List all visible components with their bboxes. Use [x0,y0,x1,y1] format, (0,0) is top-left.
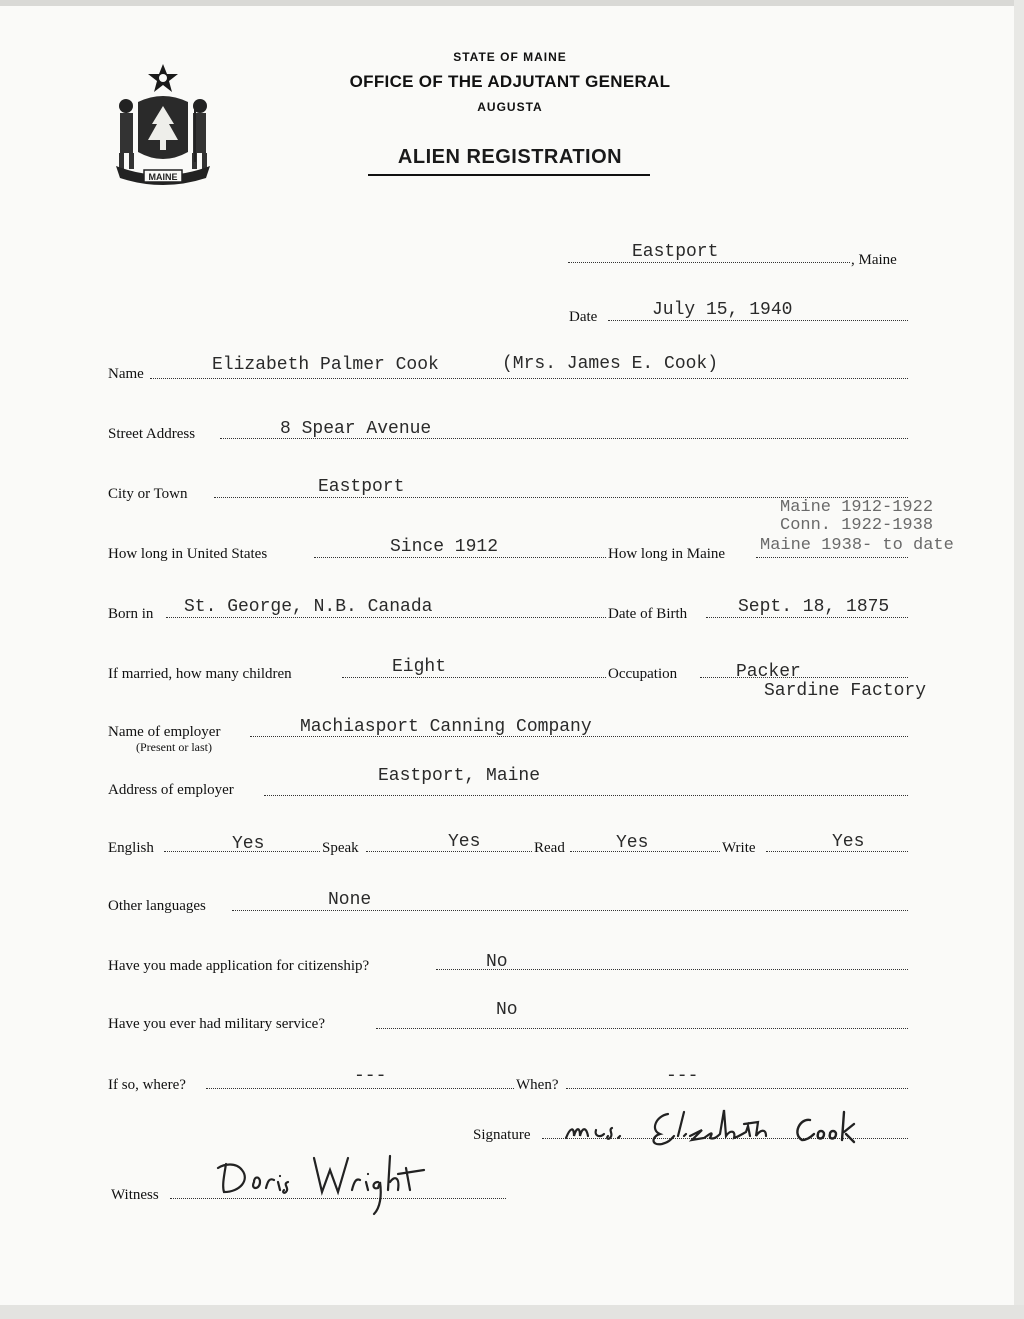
office-heading: OFFICE OF THE ADJUTANT GENERAL [349,72,671,91]
employer-address-label: Address of employer [108,782,234,798]
when-line [566,1088,908,1089]
form-title: ALIEN REGISTRATION [397,146,623,168]
children-value: Eight [392,657,447,677]
name-line [150,378,908,379]
city-heading: AUGUSTA [477,100,543,114]
occupation-line [700,677,908,678]
city-label: City or Town [108,486,188,502]
us-residence-value: Since 1912 [390,537,499,557]
name-alias-value: (Mrs. James E. Cook) [502,354,719,374]
date-line [608,320,908,321]
military-line [376,1028,908,1029]
date-value: July 15, 1940 [652,300,793,320]
other-languages-label: Other languages [108,898,206,914]
us-residence-label: How long in United States [108,546,268,562]
write-label: Write [722,840,756,856]
signature-label: Signature [473,1127,531,1143]
children-line [342,677,606,678]
scan-edge-right [1014,0,1024,1319]
maine-residence-label: How long in Maine [608,546,726,562]
place-value: Eastport [632,242,719,262]
employer-label: Name of employer [108,724,221,740]
signature-handwriting [560,1100,900,1160]
military-value: No [496,1000,518,1020]
street-label: Street Address [108,426,196,442]
where-label: If so, where? [108,1077,186,1093]
place-line [568,262,850,263]
english-label: English [108,840,154,856]
date-label: Date [569,309,598,325]
employer-address-value: Eastport, Maine [378,766,541,786]
state-heading: STATE OF MAINE [453,50,567,64]
children-label: If married, how many children [108,666,292,682]
maine-residence-line3: Maine 1938- to date [760,536,954,555]
citizenship-value: No [486,952,508,972]
read-label: Read [534,840,565,856]
birthplace-line [166,617,606,618]
scan-edge-top [0,0,1024,6]
other-languages-line [232,910,908,911]
street-value: 8 Spear Avenue [280,419,432,439]
birthdate-line [706,617,908,618]
maine-residence-line2: Conn. 1922-1938 [780,516,934,535]
maine-residence-line1: Maine 1912-1922 [780,498,934,517]
scan-edge-bottom [0,1305,1024,1319]
occupation-detail-value: Sardine Factory [764,681,927,701]
when-value: --- [666,1066,699,1086]
maine-residence-line [756,557,908,558]
seal-text: MAINE [148,172,178,182]
employer-sublabel: (Present or last) [136,740,212,754]
occupation-value: Packer [736,662,801,682]
other-languages-value: None [328,890,372,910]
write-value: Yes [832,832,865,852]
where-value: --- [354,1066,387,1086]
employer-address-line [264,795,908,796]
witness-signature-handwriting [210,1148,450,1220]
state-seal-icon [108,62,218,190]
name-label: Name [108,366,144,382]
occupation-label: Occupation [608,666,678,682]
birthplace-label: Born in [108,606,154,622]
employer-value: Machiasport Canning Company [300,717,592,737]
witness-label: Witness [111,1187,159,1203]
when-label: When? [516,1077,559,1093]
us-residence-line [314,557,606,558]
read-value: Yes [616,833,649,853]
name-value: Elizabeth Palmer Cook [212,355,439,375]
city-value: Eastport [318,477,405,497]
military-label: Have you ever had military service? [108,1016,325,1032]
english-value: Yes [232,834,265,854]
speak-value: Yes [448,832,481,852]
place-suffix: , Maine [851,252,897,268]
birthplace-value: St. George, N.B. Canada [184,597,433,617]
speak-label: Speak [322,840,359,856]
citizenship-label: Have you made application for citizenship? [108,958,370,974]
where-line [206,1088,514,1089]
birthdate-label: Date of Birth [608,606,688,622]
title-underline [368,174,650,176]
birthdate-value: Sept. 18, 1875 [738,597,890,617]
